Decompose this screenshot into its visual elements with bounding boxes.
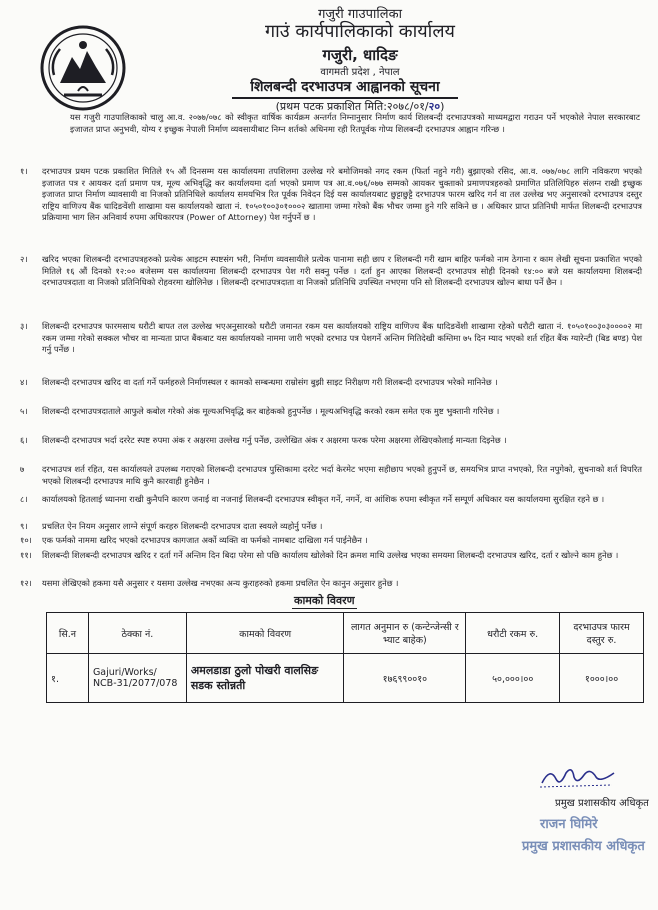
cell-cost-estimate: १७६९९००१०	[344, 654, 466, 703]
clause	[20, 254, 642, 289]
publication-date-close: )	[440, 100, 445, 113]
clause	[20, 166, 642, 224]
clause-text: शिलबन्दी दरभाउपत्रदाताले आफुले कबोल गरेको अंक मूल्यअभिवृद्धि कर बाहेकको हुनुपर्नेछ । मूल्यअभिवृद्धि करको रकम समेत एक मुष्ट भुक्तानी गरिनेछ ।	[42, 406, 500, 416]
clause-number: ४।	[20, 377, 28, 387]
clause-number: ७	[20, 464, 25, 474]
clause	[20, 578, 642, 590]
clause-text: कार्यालयको हितलाई ध्यानमा राखी कुनैपनि कारण जनाई वा नजनाई शिलबन्दी दरभाउपत्र स्वीकृत गर्ने, नगर्ने, वा आंशिक रुपमा स्वीकृत गर्ने सम्पूर्ण अधिकार यस कार्यालयमा सुरक्षित रहने छ ।	[42, 494, 605, 504]
column-header-form-fee: दरभाउपत्र फारम दस्तुर रु.	[560, 613, 644, 654]
clause-text: एक फर्मको नाममा खरिद भएको दरभाउपत्र कागजात अर्को व्यक्ति वा फर्मको नामबाट दाखिला गर्न पाईनेछैन ।	[42, 535, 368, 545]
clause-text: शिलबन्दी दरभाउपत्र भर्दा दररेट स्पष्ट रुपमा अंक र अक्षरमा उल्लेख गर्नु पर्नेछ, उल्लेखित अंक र अक्षरमा फरक परेमा अक्षरमा लेखिएकोलाई मान्यता दिइनेछ ।	[42, 435, 507, 445]
office-location: गजुरी, धादिङ	[322, 46, 398, 64]
cell-security-deposit: ५०,०००।००	[466, 654, 560, 703]
cell-work-description: अमलडाडा ठुलो पोखरी वालसिङ सडक स्तोन्नती	[186, 654, 344, 703]
column-header-serial: सि.न	[47, 613, 89, 654]
handwritten-signature	[538, 765, 618, 791]
publication-date-label: (प्रथम पटक प्रकाशित मिति:२०७८/०१/	[275, 100, 429, 113]
clause-text: प्रचलित ऐन नियम अनुसार लाग्ने संपूर्ण करहरु शिलबन्दी दरभाउपत्र दाता स्वयले व्यहोर्नु पर्नेछ ।	[42, 521, 323, 531]
clause-number: १०।	[20, 535, 32, 545]
municipality-name: गजुरी गाउपालिका	[318, 7, 402, 22]
work-details-table	[46, 612, 644, 703]
cell-contract-no: Gajuri/Works/ NCB-31/2077/078	[88, 654, 186, 703]
column-header-work-description: कामको विवरण	[186, 613, 344, 654]
column-header-contract-no: ठेक्का नं.	[88, 613, 186, 654]
clause	[20, 435, 642, 447]
clause	[20, 464, 642, 487]
official-stamp-name: राजन घिमिरे	[540, 817, 598, 832]
signatory-title: प्रमुख प्रशासकीय अधिकृत	[555, 798, 649, 809]
clause-text: शिलबन्दी दरभाउपत्र फारमसाथ धरौटी बापत तल उल्लेख भएअनुसारको धरौटी जमानत रकम यस कार्यालयको राष्ट्रिय वाणिज्य बैंक धादिङवेंशी शाखामा रहेको धरौटी खाता नं. १०५०१००३०३००००२ मा रकम जम्मा गरेको सक्कल भौचर वा मान्यता प्राप्त बैंकबाट यस कार्यालयको नाममा जारी भएको दरभाउ पत्र पेशगर्ने अन्तिम मितिदेखी कम्तिमा ७५ दिन म्याद भएको शर्त रहित बैंक ग्यारेन्टी (बिड बण्ड) पेश गर्नु पर्नेछ ।	[42, 321, 642, 355]
column-header-security-deposit: धरौटी रकम रु.	[466, 613, 560, 654]
clause-number: २।	[20, 254, 28, 264]
nepal-emblem-logo	[40, 25, 126, 111]
clause-text: दरभाउपत्र प्रथम पटक प्रकाशित मितिले १५ औं दिनसम्म यस कार्यालयमा तपशिलमा उल्लेख गरे बमोजिमको नगद रकम (फिर्ता नहुने गरी) बुझाएको रसिद, आ.व. ०७७/०७८ लागि नविकरण भएको इजाजत पत्र र आयकर दर्ता प्रमाण पत्र, मूल्य अभिवृद्धि कर कार्यालयमा दर्ता भएको प्रमाण पत्र आ.व.०७६/०७७ सम्मको आयकर चुक्ताको प्रमाणपत्रहरुको प्रमाणित प्रतिलिपिहरु संलग्न राखी इच्छुक इजाजत प्राप्त निर्माण व्यावसायी वा निजको प्रतिनिधिले कार्यालय समयभित्र रित पूर्वक निवेदन दिई यस कार्यालयबाट छुट्टाछुट्टै दरभाउपत्र फारम खरिद गर्न वा तल उल्लेख भए अनुसारको दरभाउपत्र दस्तुर राष्ट्रिय वाणिज्य बैंक धादिङवेंशी शाखामा यस कार्यालयको खाता नं. १०५०१००३०१०००२ खातामा जम्मा गरेको बैंक भौचर जम्मा हुने गरि सकिने छ । अधिकार प्राप्त प्रतिनिधी मार्फत शिलबन्दी दरभाउपत्र प्रक्रियामा भाग लिन अनिवार्य रुपमा अधिकारपत्र (Power of Attorney) पेश गर्नुपर्ने छ ।	[42, 166, 642, 223]
cell-serial: १.	[47, 654, 89, 703]
clause-number: ३।	[20, 321, 28, 331]
cell-form-fee: १०००।००	[560, 654, 644, 703]
notice-title: शिलबन्दी दरभाउपत्र आह्वानको सूचना	[232, 77, 458, 99]
clause-text: शिलबन्दी दरभाउपत्र खरिद वा दर्ता गर्ने फर्महरुले निर्माणस्थल र कामको सम्बन्धमा राम्रोसंग बुझी साइट निरीक्षण गरी शिलबन्दी दरभाउपत्र भरेको मानिनेछ ।	[42, 377, 498, 387]
table-header-row	[47, 613, 644, 654]
clause-number: ११।	[20, 550, 32, 560]
table-title: कामको विवरण	[294, 594, 355, 607]
clause-number: १।	[20, 166, 28, 176]
clause	[20, 321, 642, 356]
clause	[20, 377, 642, 389]
clause	[20, 406, 642, 418]
clause	[20, 521, 642, 533]
clause-number: ६।	[20, 435, 28, 445]
clause-number: ८।	[20, 494, 28, 504]
table-row	[47, 654, 644, 703]
clause-number: १२।	[20, 578, 32, 588]
clause-text: शिलबन्दी शिलबन्दी दरभाउपत्र खरिद र दर्ता गर्ने अन्तिम दिन बिदा परेमा सो पछि कार्यालय खोलेको दिन क्रमश माथि उल्लेख भएका समयमा शिलबन्दी दरभाउपत्र खरिद, दर्ता र खोल्ने काम हुनेछ ।	[42, 550, 619, 560]
official-stamp-title: प्रमुख प्रशासकीय अधिकृत	[522, 839, 645, 854]
clause-text: यसमा लेखिएको हकमा यसै अनुसार र यसमा उल्लेख नभएका अन्य कुराहरुको हकमा प्रचलित ऐन कानुन अनुसार हुनेछ ।	[42, 578, 399, 588]
clause	[20, 550, 642, 562]
clause-number: ५।	[20, 406, 28, 416]
office-name: गाउं कार्यपालिकाको कार्यालय	[265, 21, 455, 42]
clause	[20, 494, 642, 506]
province-country: वागमती प्रदेश , नेपाल	[320, 67, 400, 78]
clause-text: खरिद भएका शिलबन्दी दरभाउपत्रहरुको प्रत्येक आइटम स्पष्टसंग भरी, निर्माण व्यवसायीले प्रत्येक पानामा सही छाप र शिलबन्दी गरी खाम बाहिर फर्मको नाम ठेगाना र काम लेखी सूचना प्रकाशित भएको मितिले १६ औं दिनको १२:०० बजेसम्म यस कार्यालयमा शिलबन्दी दरभाउपत्र पेश गरी सक्नु पर्नेछ । दर्ता हुन आएका शिलबन्दी दरभाउपत्र सोही दिनको १४:०० बजे यस कार्यालयमा शिलबन्दी दरभाउपत्रदाता वा निजको प्रतिनिधिको रोहवरमा खोलिनेछ । शिलबन्दी दरभाउपत्रदाता वा निजको प्रतिनिधि उपस्थित नभएमा पनि सो शिलबन्दी दरभाउपत्र खोल्न बाधा पर्ने छैन ।	[42, 254, 642, 288]
clause-text: दरभाउपत्र शर्त रहित, यस कार्यालयले उपलब्ध गराएको शिलबन्दी दरभाउपत्र पुस्तिकामा दररेट भर्दा केरमेट भएमा सहीछाप भएको हुनुपर्ने छ, समयभित्र प्राप्त नभएको, रित नपुगेको, सुचनाको शर्त विपरित भएको शिलबन्दी दरभाउपत्र माथि कुनै कारवाही हुनेछैन ।	[42, 464, 642, 486]
clause	[20, 535, 642, 547]
clause-number: ९।	[20, 521, 28, 531]
publication-date-day: २०	[428, 100, 441, 113]
intro-paragraph: यस गजुरी गाउपालिकाको चालु आ.व. २०७७/०७८ को स्वीकृत वार्षिक कार्यक्रम अन्तर्गत निम्नानुसार निर्माण कार्य शिलबन्दी दरभाउपत्रको माध्यमद्वारा गराउन पर्ने भएकोले नेपाल सरकारबाट इजाजत प्राप्त अनुभवी, योग्य र इच्छुक नेपाली निर्माण व्यवसायीबाट निम्न शर्तको अधिनमा रही रितपूर्वक गोप्य शिलबन्दी दरभाउपत्र आह्वान गरिन्छ ।	[70, 112, 641, 134]
column-header-cost-estimate: लागत अनुमान रु (कन्टेन्जेन्सी र भ्याट बाहेक)	[344, 613, 466, 654]
